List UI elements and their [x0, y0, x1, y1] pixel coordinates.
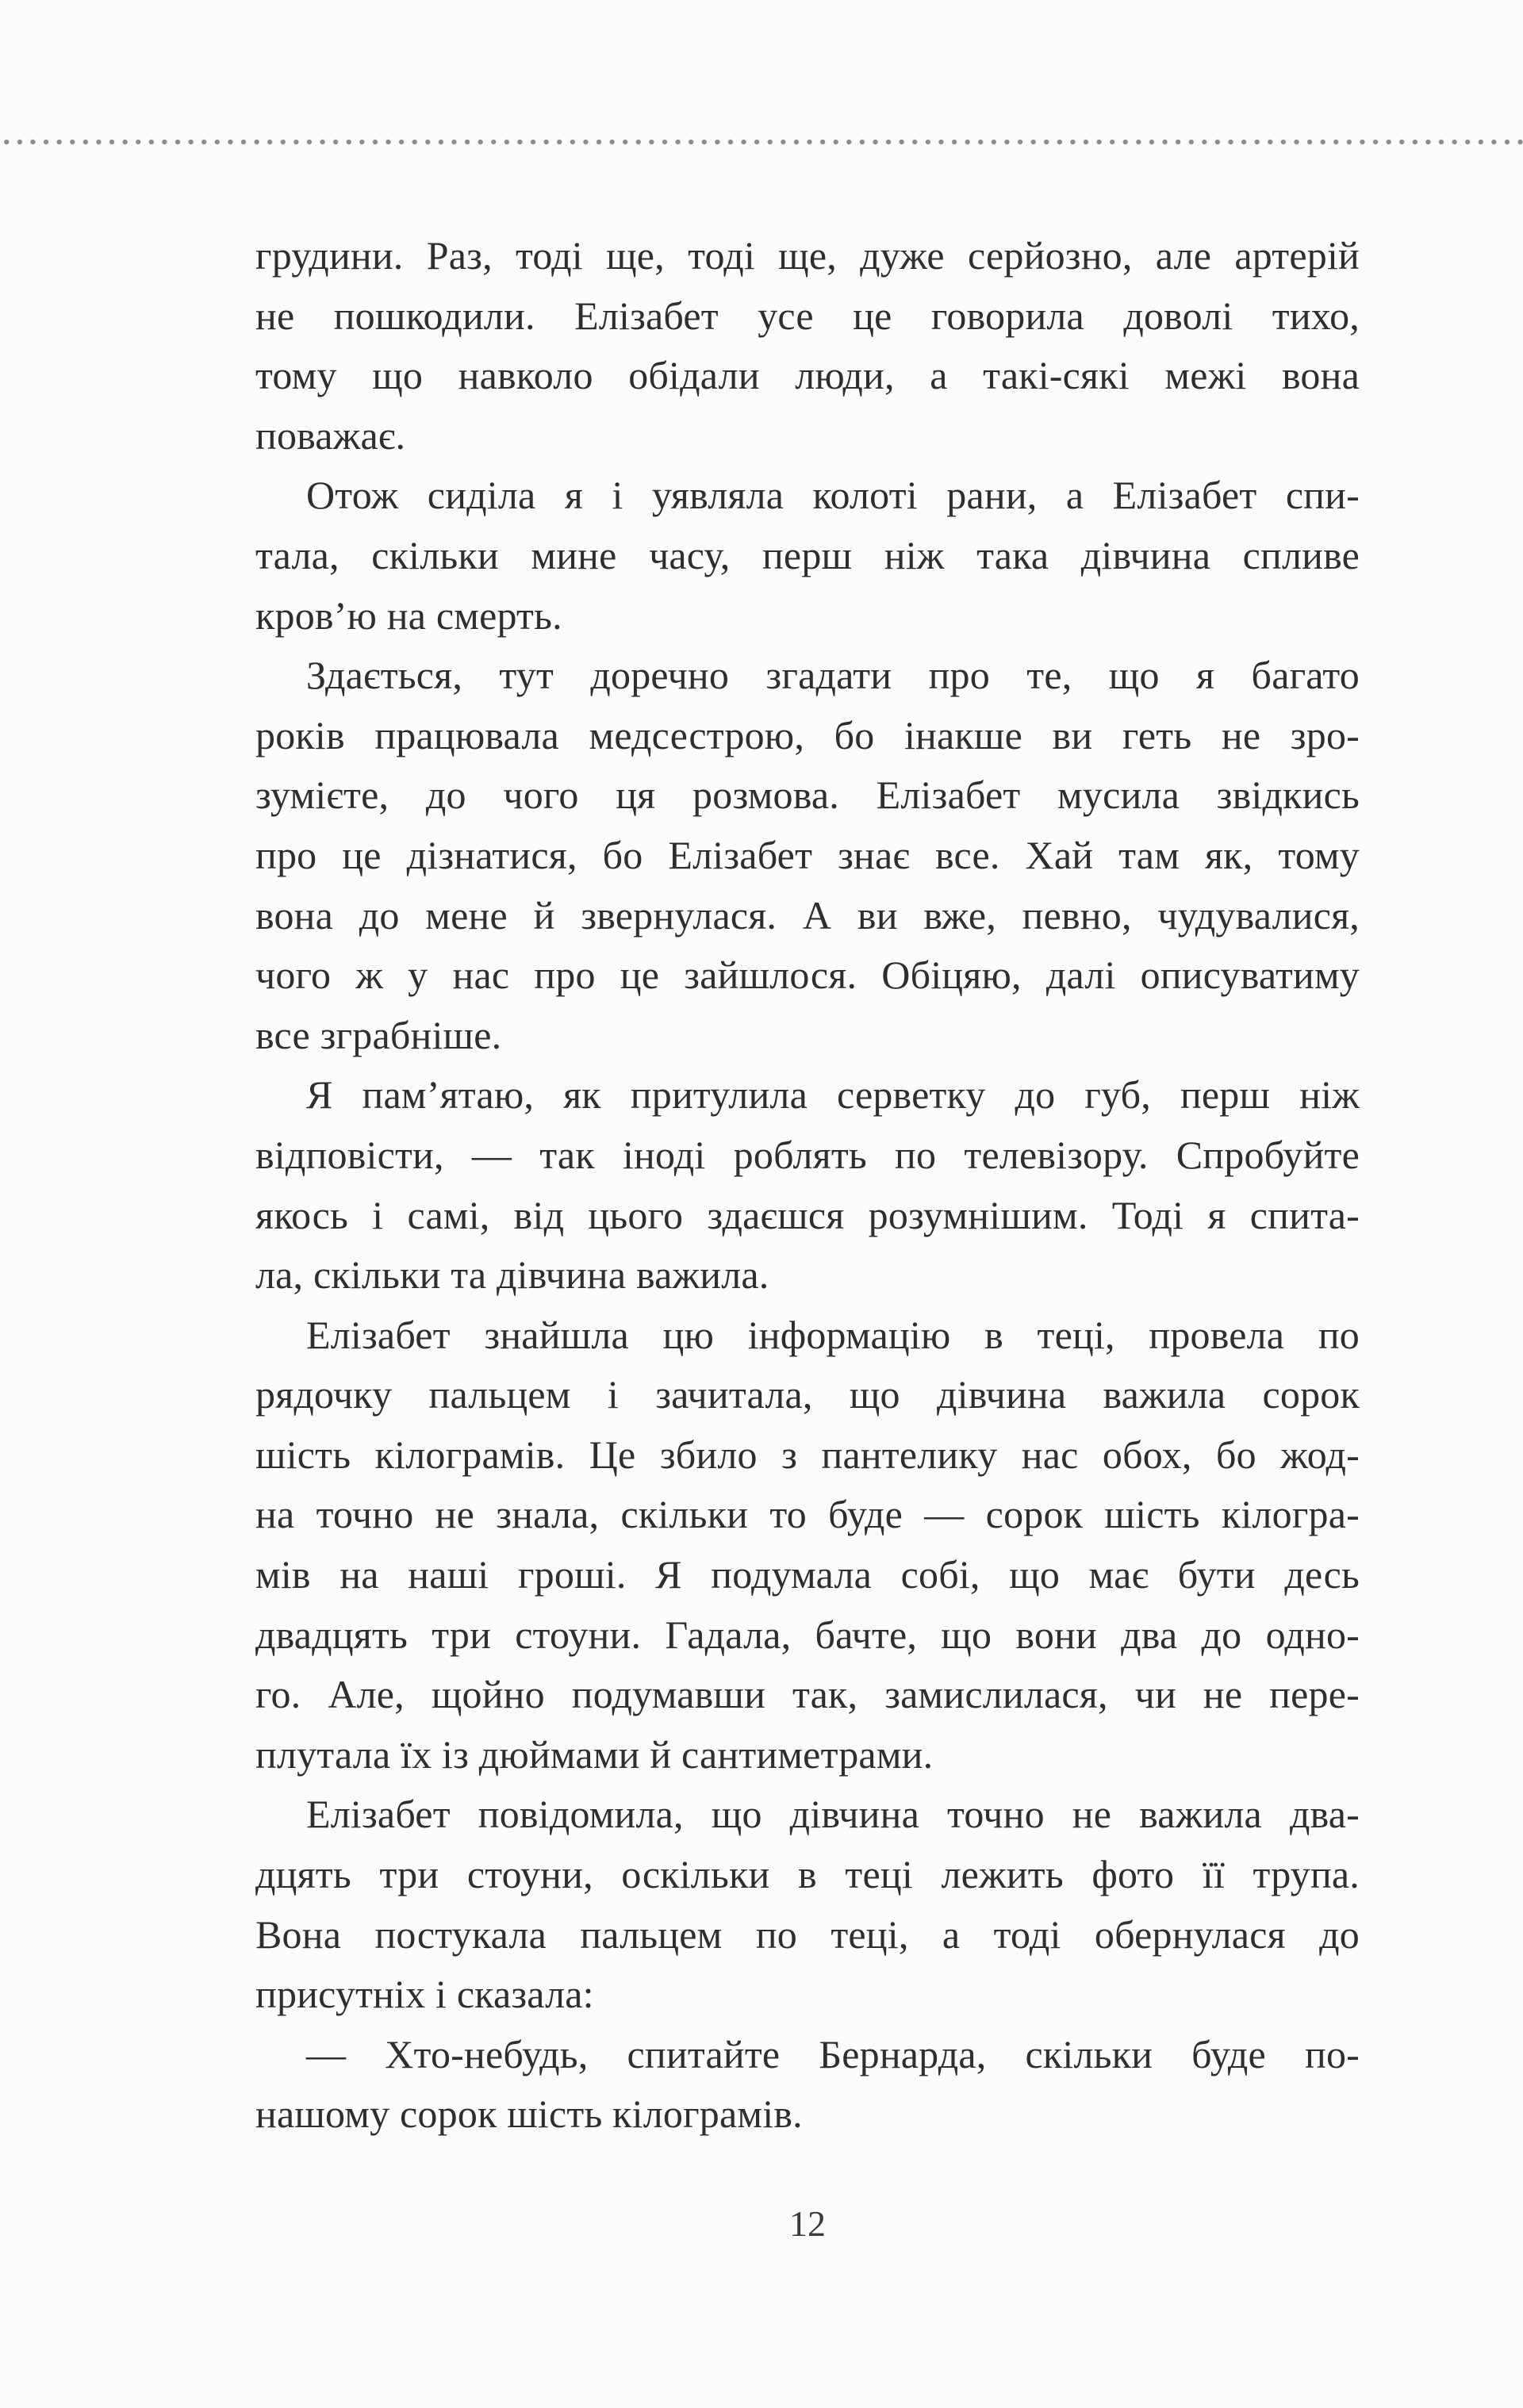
text-line: якось і самі, від цього здаєшся розумнішим. Тоді я спита- — [255, 1192, 1360, 1237]
text-line: Елізабет повідомила, що дівчина точно не важила два- — [306, 1792, 1360, 1837]
text-line: чого ж у нас про це зайшлося. Обіцяю, далі описуватиму — [255, 953, 1360, 998]
dotted-separator — [0, 139, 1523, 145]
text-line: Елізабет знайшла цю інформацію в теці, провела по — [306, 1312, 1360, 1357]
text-line: Здається, тут доречно згадати про те, що я багато — [306, 653, 1360, 698]
page-text — [255, 226, 1360, 2145]
paragraph — [255, 226, 1360, 466]
text-line: грудини. Раз, тоді ще, тоді ще, дуже серйозно, але артерій — [255, 233, 1360, 278]
paragraph — [255, 2025, 1360, 2145]
text-line: Отож сиділа я і уявляла колоті рани, а Елізабет спи- — [306, 473, 1360, 518]
text-line: на точно не знала, скільки то буде — сорок шість кілогра- — [255, 1492, 1360, 1537]
text-line: Вона постукала пальцем по теці, а тоді обернулася до — [255, 1911, 1360, 1957]
text-line: ла, скільки та дівчина важила. — [255, 1252, 769, 1298]
paragraph — [255, 646, 1360, 1065]
text-line: не пошкодили. Елізабет усе це говорила доволі тихо, — [255, 293, 1360, 338]
paragraph — [255, 466, 1360, 646]
text-line: плутала їх із дюймами й сантиметрами. — [255, 1731, 934, 1777]
page-number: 12 — [789, 2203, 826, 2244]
text-line: зумієте, до чого ця розмова. Елізабет мусила звідкись — [255, 773, 1360, 818]
text-line: тому що навколо обідали люди, а такі-сякі межі вона — [255, 353, 1360, 398]
text-line: дцять три стоуни, оскільки в теці лежить фото її трупа. — [255, 1852, 1360, 1897]
text-line: двадцять три стоуни. Гадала, бачте, що вони два до одно- — [255, 1612, 1360, 1657]
text-line: поважає. — [255, 412, 406, 458]
text-line: про це дізнатися, бо Елізабет знає все. Хай там як, тому — [255, 832, 1360, 877]
text-line: нашому сорок шість кілограмів. — [255, 2092, 803, 2137]
text-line: мів на наші гроші. Я подумала собі, що має бути десь — [255, 1552, 1360, 1597]
text-line: Я пам’ятаю, як притулила серветку до губ, перш ніж — [306, 1072, 1360, 1118]
text-line: все зграбніше. — [255, 1012, 502, 1057]
text-line: тала, скільки мине часу, перш ніж така дівчина спливе — [255, 532, 1360, 577]
text-line: вона до мене й звернулася. А ви вже, певно, чудувалися, — [255, 892, 1360, 938]
paragraph — [255, 1785, 1360, 2024]
text-line: років працювала медсестрою, бо інакше ви геть не зро- — [255, 712, 1360, 757]
text-line: шість кілограмів. Це збило з пантелику нас обох, бо жод- — [255, 1432, 1360, 1477]
text-line: присутніх і сказала: — [255, 1972, 594, 2017]
text-line: кров’ю на смерть. — [255, 592, 562, 638]
paragraph — [255, 1306, 1360, 1785]
paragraph — [255, 1065, 1360, 1305]
text-line: рядочку пальцем і зачитала, що дівчина важила сорок — [255, 1372, 1360, 1417]
text-line: го. Але, щойно подумавши так, замислилася, чи не пере- — [255, 1672, 1360, 1717]
text-line: відповісти, — так іноді роблять по телевізору. Спробуйте — [255, 1132, 1360, 1177]
text-line: — Хто-небудь, спитайте Бернарда, скільки буде по- — [306, 2031, 1360, 2076]
